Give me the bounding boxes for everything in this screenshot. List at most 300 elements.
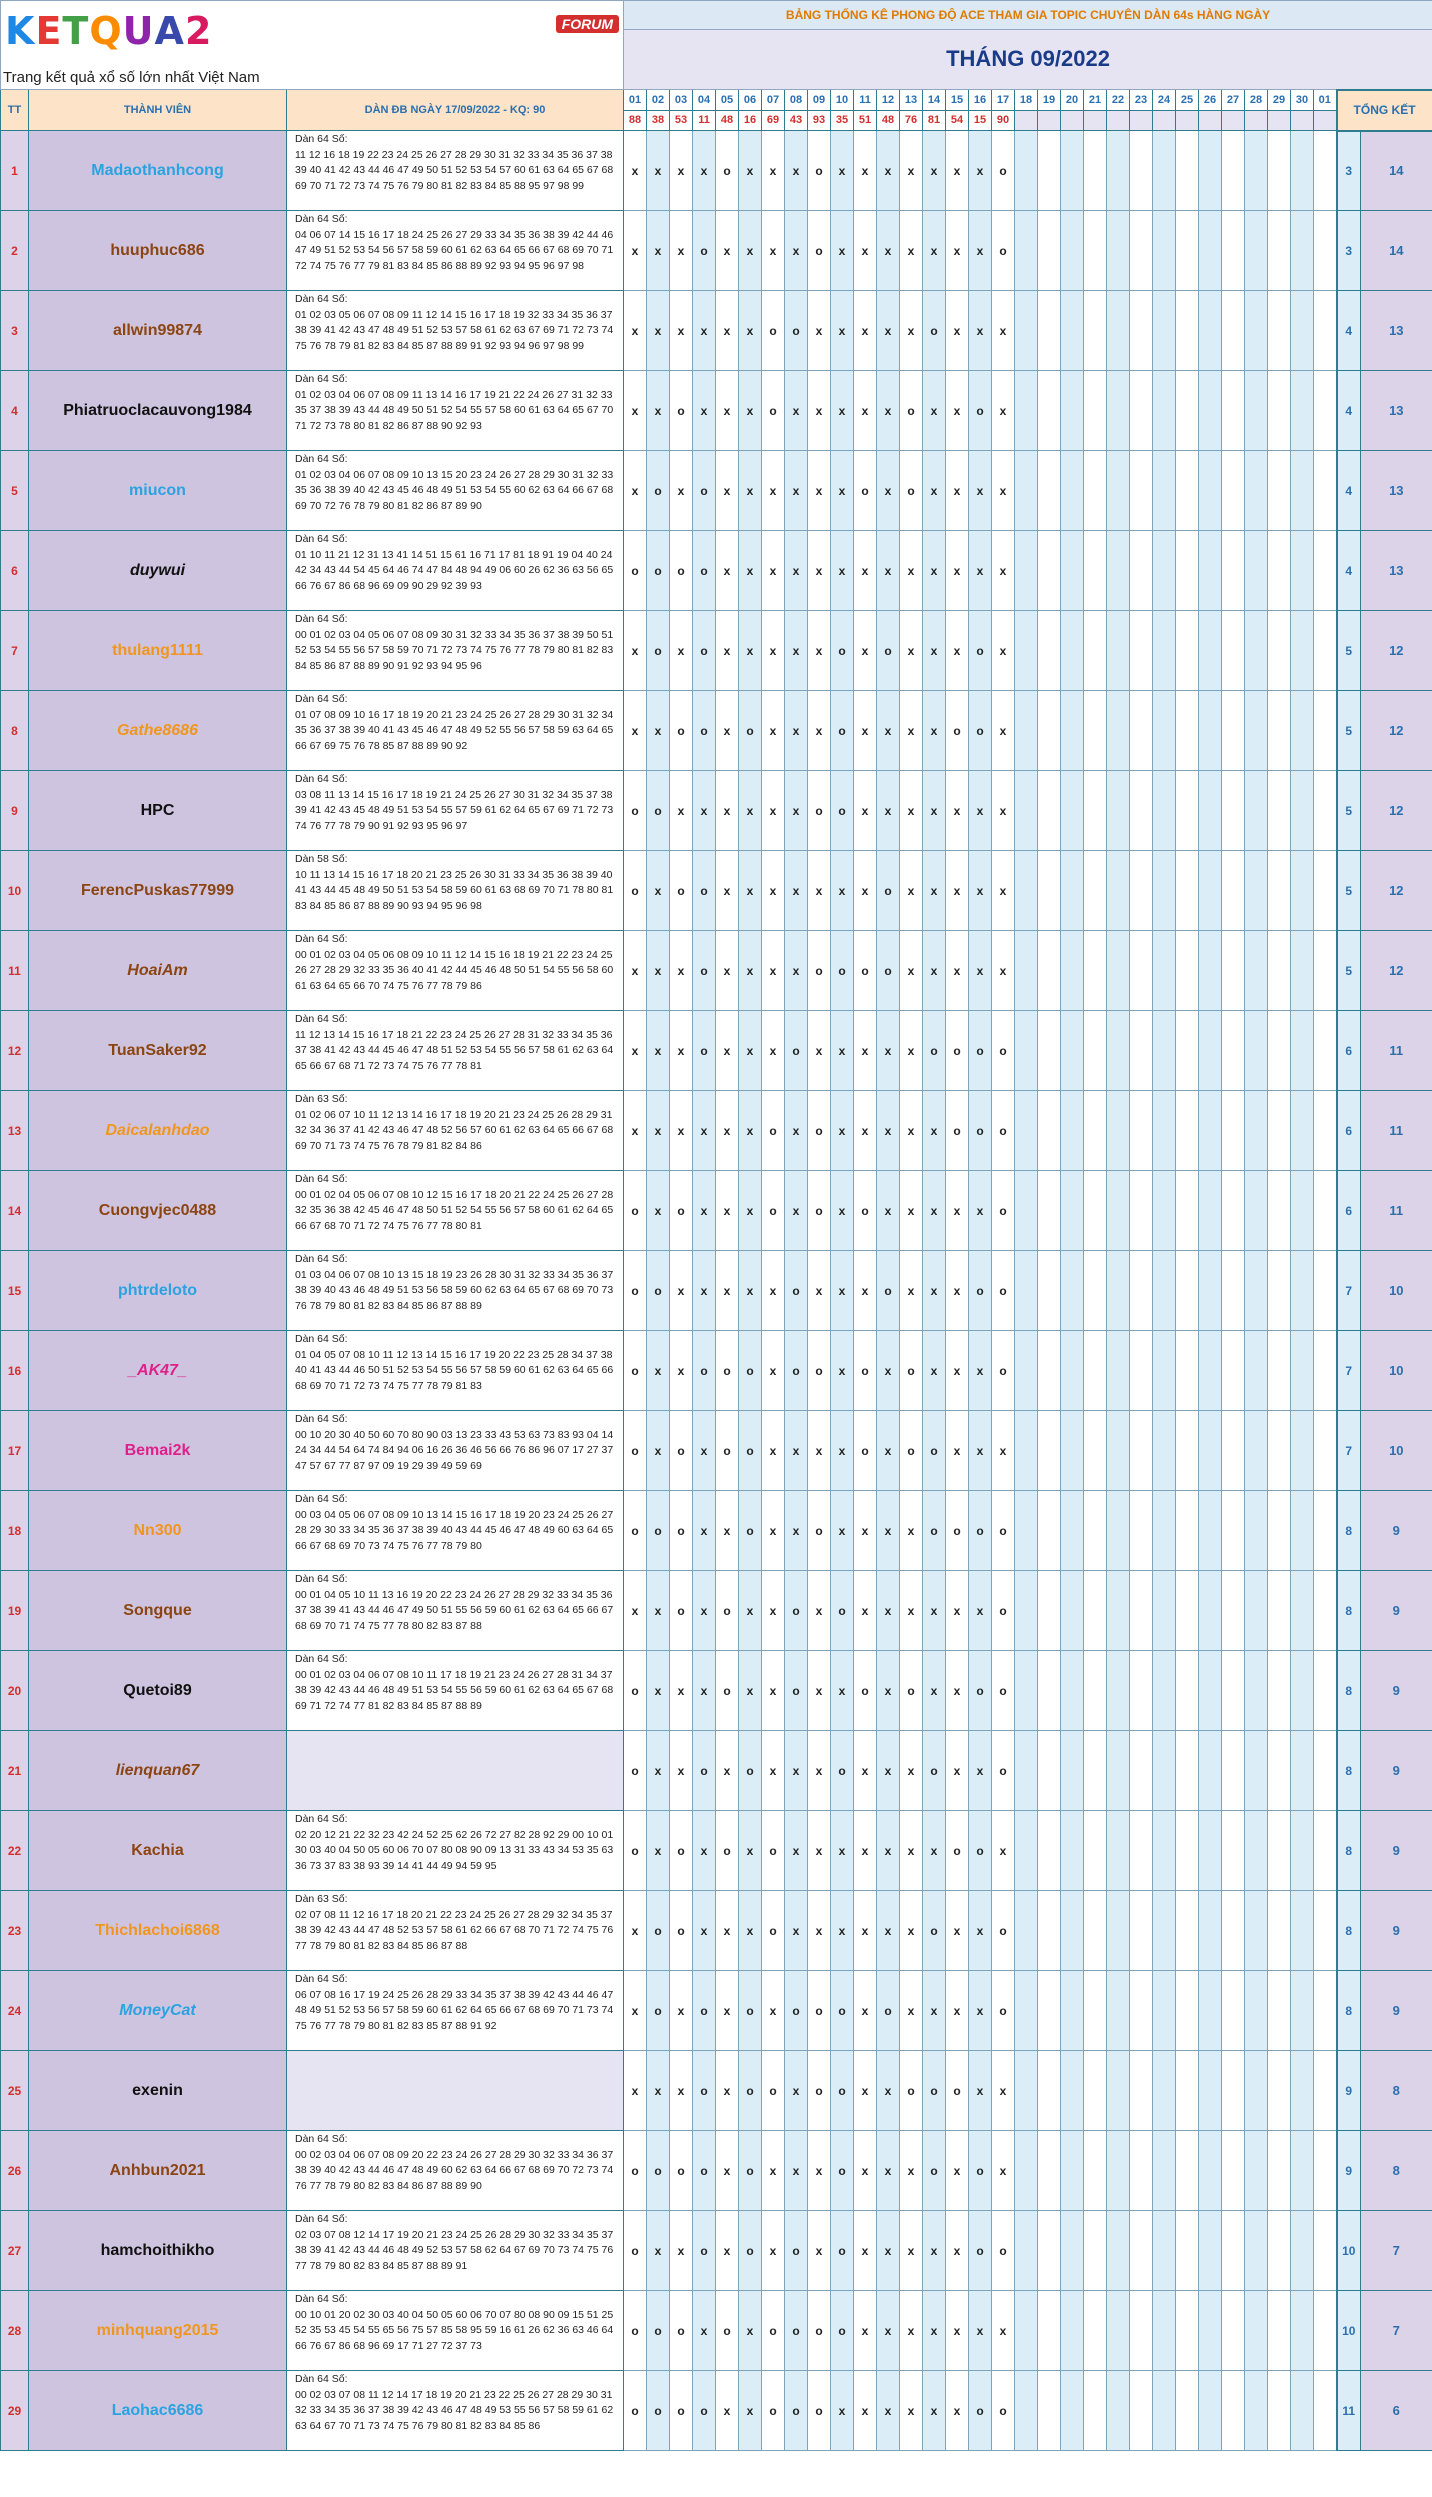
miss-count: 8	[1337, 1891, 1361, 1971]
mark-cell	[1199, 1331, 1222, 1411]
mark-cell	[1291, 531, 1314, 611]
mark-cell	[1176, 371, 1199, 451]
member-name: _AK47_	[29, 1331, 287, 1411]
mark-cell: x	[808, 1731, 831, 1811]
dan-list: 10 11 13 14 15 16 17 18 20 21 23 25 26 30 31 33 34 35 36 38 39 40 41 43 44 45 48 49 50 51 53 54 58 59 60 61 63 68 69 70 71 78 80 81 83 84 85 86 87 88 89 90 93 94 95 96 98	[295, 868, 614, 912]
mark-cell	[1314, 2211, 1337, 2291]
mark-cell: o	[900, 2051, 923, 2131]
mark-cell: x	[900, 1811, 923, 1891]
mark-cell	[1291, 2211, 1314, 2291]
row-number: 21	[1, 1731, 29, 1811]
mark-cell: x	[693, 771, 716, 851]
mark-cell	[1176, 291, 1199, 371]
mark-cell	[1222, 851, 1245, 931]
mark-cell	[1268, 211, 1291, 291]
mark-cell: x	[877, 1811, 900, 1891]
result-cell	[1084, 110, 1107, 131]
mark-cell	[1199, 1971, 1222, 2051]
mark-cell	[1061, 1011, 1084, 1091]
mark-cell: o	[693, 2051, 716, 2131]
mark-cell: o	[831, 1731, 854, 1811]
mark-cell: x	[854, 771, 877, 851]
mark-cell: x	[900, 611, 923, 691]
mark-cell: x	[739, 1011, 762, 1091]
mark-cell: x	[969, 291, 992, 371]
mark-cell: o	[831, 1971, 854, 2051]
mark-cell: x	[716, 1491, 739, 1571]
mark-cell: o	[647, 1491, 670, 1571]
mark-cell	[1222, 2211, 1245, 2291]
result-cell	[1314, 110, 1337, 131]
dan-list: 00 01 04 05 10 11 13 16 19 20 22 23 24 26 27 28 29 32 33 34 35 36 37 38 39 41 43 44 46 47 49 50 51 55 56 59 60 61 62 63 64 65 66 67 68 69 70 71 74 75 77 78 80 82 83 87 88	[295, 1588, 614, 1632]
mark-cell: x	[877, 691, 900, 771]
mark-cell: o	[693, 691, 716, 771]
member-name: Phiatruoclacauvong1984	[29, 371, 287, 451]
mark-cell	[1245, 131, 1268, 211]
dan-list: 03 08 11 13 14 15 16 17 18 19 21 24 25 26 27 30 31 32 34 35 37 38 39 41 42 43 45 48 49 51 53 54 55 57 59 61 62 64 65 67 69 71 72 73 74 76 77 78 79 90 91 92 93 95 96 97	[295, 788, 614, 832]
mark-cell	[1199, 291, 1222, 371]
day-header: 22	[1107, 90, 1130, 111]
result-cell	[1199, 110, 1222, 131]
result-cell: 69	[762, 110, 785, 131]
mark-cell	[1107, 2211, 1130, 2291]
mark-cell	[1130, 1971, 1153, 2051]
dan-title: Dàn 64 Số:	[295, 133, 348, 145]
mark-cell: x	[923, 531, 946, 611]
mark-cell: x	[831, 1011, 854, 1091]
member-name: Songque	[29, 1571, 287, 1651]
mark-cell	[1084, 1571, 1107, 1651]
mark-cell	[1222, 1491, 1245, 1571]
logo-tagline: Trang kết quả xổ số lớn nhất Việt Nam	[3, 69, 260, 86]
dan-numbers	[287, 2051, 624, 2131]
mark-cell: o	[808, 2051, 831, 2131]
mark-cell	[1153, 771, 1176, 851]
mark-cell	[1038, 451, 1061, 531]
mark-cell: x	[900, 691, 923, 771]
header-tt: TT	[1, 90, 29, 131]
member-name: miucon	[29, 451, 287, 531]
mark-cell: x	[762, 1491, 785, 1571]
mark-cell	[1245, 2051, 1268, 2131]
mark-cell	[1015, 1651, 1038, 1731]
mark-cell	[1130, 451, 1153, 531]
mark-cell	[1199, 371, 1222, 451]
mark-cell: x	[716, 771, 739, 851]
mark-cell	[1130, 771, 1153, 851]
mark-cell	[1199, 1011, 1222, 1091]
mark-cell: o	[831, 691, 854, 771]
mark-cell	[1107, 1811, 1130, 1891]
mark-cell: o	[992, 1171, 1015, 1251]
mark-cell	[1291, 1171, 1314, 1251]
mark-cell: x	[992, 2291, 1015, 2371]
mark-cell	[1107, 1091, 1130, 1171]
mark-cell	[1268, 1411, 1291, 1491]
mark-cell: o	[762, 291, 785, 371]
mark-cell	[1107, 131, 1130, 211]
mark-cell	[1245, 1091, 1268, 1171]
mark-cell: o	[992, 1971, 1015, 2051]
mark-cell: o	[808, 1491, 831, 1571]
dan-numbers	[287, 371, 624, 451]
mark-cell: o	[624, 771, 647, 851]
mark-cell: x	[785, 931, 808, 1011]
dan-list: 01 04 05 07 08 10 11 12 13 14 15 16 17 19 20 22 23 25 28 34 37 38 40 41 43 44 46 50 51 52 53 54 55 56 57 58 59 60 61 62 63 64 65 66 68 69 70 71 72 73 74 75 77 78 79 81 83	[295, 1348, 614, 1392]
mark-cell	[1084, 1891, 1107, 1971]
mark-cell	[1268, 531, 1291, 611]
mark-cell	[1061, 1571, 1084, 1651]
mark-cell: x	[946, 291, 969, 371]
day-header: 30	[1291, 90, 1314, 111]
mark-cell	[1222, 291, 1245, 371]
dan-list: 04 06 07 14 15 16 17 18 24 25 26 27 29 33 34 35 36 38 39 42 44 46 47 49 51 52 53 54 56 57 58 59 60 61 62 63 64 65 66 67 68 69 70 71 72 74 75 76 77 79 81 83 84 85 86 88 89 92 93 94 95 96 97 98	[295, 228, 614, 272]
table-row	[1, 1491, 1432, 1571]
row-number: 11	[1, 931, 29, 1011]
mark-cell: x	[923, 611, 946, 691]
mark-cell: x	[900, 1491, 923, 1571]
miss-count: 4	[1337, 531, 1361, 611]
mark-cell	[1015, 2371, 1038, 2451]
row-number: 19	[1, 1571, 29, 1651]
mark-cell: o	[647, 531, 670, 611]
mark-cell: x	[808, 371, 831, 451]
mark-cell	[1061, 1171, 1084, 1251]
mark-cell	[1268, 1171, 1291, 1251]
mark-cell: x	[785, 691, 808, 771]
day-header: 02	[647, 90, 670, 111]
mark-cell	[1107, 2371, 1130, 2451]
miss-count: 7	[1337, 1251, 1361, 1331]
mark-cell: x	[854, 1011, 877, 1091]
mark-cell	[1038, 131, 1061, 211]
member-name: HPC	[29, 771, 287, 851]
mark-cell	[1107, 691, 1130, 771]
mark-cell	[1222, 371, 1245, 451]
mark-cell: o	[900, 1651, 923, 1731]
hit-count: 12	[1361, 771, 1432, 851]
mark-cell: o	[808, 2371, 831, 2451]
hit-count: 12	[1361, 611, 1432, 691]
mark-cell	[1199, 2291, 1222, 2371]
mark-cell: o	[670, 1491, 693, 1571]
mark-cell	[1291, 371, 1314, 451]
mark-cell	[1222, 2051, 1245, 2131]
mark-cell: x	[716, 2211, 739, 2291]
mark-cell	[1061, 291, 1084, 371]
mark-cell	[1291, 1251, 1314, 1331]
mark-cell	[1084, 1171, 1107, 1251]
mark-cell	[1130, 2371, 1153, 2451]
mark-cell: x	[808, 1251, 831, 1331]
hit-count: 6	[1361, 2371, 1432, 2451]
result-cell: 38	[647, 110, 670, 131]
mark-cell: x	[854, 1731, 877, 1811]
mark-cell: o	[693, 2131, 716, 2211]
member-name: duywui	[29, 531, 287, 611]
mark-cell: x	[785, 2051, 808, 2131]
row-number: 20	[1, 1651, 29, 1731]
mark-cell: o	[923, 1891, 946, 1971]
dan-list: 00 02 03 07 08 11 12 14 17 18 19 20 21 23 22 25 26 27 28 29 30 31 32 33 34 35 36 37 38 39 42 43 46 47 48 49 53 55 56 57 58 59 61 62 63 64 67 70 71 73 74 75 76 79 80 81 82 83 84 85 86	[295, 2388, 614, 2432]
mark-cell: x	[992, 851, 1015, 931]
miss-count: 5	[1337, 611, 1361, 691]
mark-cell	[1222, 2371, 1245, 2451]
hit-count: 9	[1361, 1891, 1432, 1971]
table-row	[1, 1731, 1432, 1811]
mark-cell: o	[647, 771, 670, 851]
mark-cell: x	[762, 451, 785, 531]
mark-cell	[1153, 1171, 1176, 1251]
table-row	[1, 2131, 1432, 2211]
dan-title: Dàn 64 Số:	[295, 1333, 348, 1345]
mark-cell: x	[739, 211, 762, 291]
result-cell	[1245, 110, 1268, 131]
mark-cell: x	[946, 851, 969, 931]
mark-cell: o	[992, 2371, 1015, 2451]
mark-cell	[1038, 1171, 1061, 1251]
mark-cell: o	[647, 1251, 670, 1331]
mark-cell	[1153, 1811, 1176, 1891]
mark-cell: o	[923, 1011, 946, 1091]
dan-numbers	[287, 1891, 624, 1971]
mark-cell	[1038, 1091, 1061, 1171]
day-header: 19	[1038, 90, 1061, 111]
mark-cell	[1199, 2131, 1222, 2211]
mark-cell	[1222, 1891, 1245, 1971]
mark-cell: x	[808, 611, 831, 691]
mark-cell: x	[900, 1251, 923, 1331]
day-header: 16	[969, 90, 992, 111]
mark-cell: o	[969, 1091, 992, 1171]
mark-cell	[1314, 771, 1337, 851]
day-header: 01	[1314, 90, 1337, 111]
mark-cell: x	[946, 2371, 969, 2451]
mark-cell	[1199, 2051, 1222, 2131]
mark-cell	[1130, 691, 1153, 771]
mark-cell	[1130, 931, 1153, 1011]
mark-cell: x	[900, 851, 923, 931]
hit-count: 11	[1361, 1011, 1432, 1091]
row-number: 24	[1, 1971, 29, 2051]
mark-cell: x	[808, 1571, 831, 1651]
dan-list: 00 01 02 03 04 05 06 08 09 10 11 12 14 15 16 18 19 21 22 23 24 25 26 27 28 29 32 33 35 36 40 41 42 44 45 46 48 50 51 54 55 56 58 60 61 63 64 65 66 70 74 75 76 77 78 79 86	[295, 948, 614, 992]
table-row	[1, 1091, 1432, 1171]
mark-cell: x	[693, 291, 716, 371]
mark-cell: x	[647, 131, 670, 211]
mark-cell: o	[624, 1491, 647, 1571]
mark-cell: x	[716, 931, 739, 1011]
mark-cell	[1130, 1651, 1153, 1731]
mark-cell: o	[969, 2211, 992, 2291]
mark-cell	[1199, 1891, 1222, 1971]
mark-cell	[1199, 1731, 1222, 1811]
day-header: 07	[762, 90, 785, 111]
mark-cell: o	[854, 1331, 877, 1411]
hit-count: 9	[1361, 1571, 1432, 1651]
mark-cell	[1222, 931, 1245, 1011]
mark-cell	[1107, 1011, 1130, 1091]
mark-cell: x	[624, 691, 647, 771]
hit-count: 9	[1361, 1971, 1432, 2051]
mark-cell	[1268, 1891, 1291, 1971]
hit-count: 9	[1361, 1731, 1432, 1811]
miss-count: 5	[1337, 691, 1361, 771]
mark-cell	[1015, 131, 1038, 211]
mark-cell	[1314, 131, 1337, 211]
logo-letter: A	[154, 9, 185, 53]
mark-cell: x	[624, 1571, 647, 1651]
miss-count: 8	[1337, 1651, 1361, 1731]
mark-cell	[1291, 771, 1314, 851]
mark-cell: o	[693, 211, 716, 291]
day-header: 14	[923, 90, 946, 111]
mark-cell: x	[923, 851, 946, 931]
mark-cell: x	[785, 1731, 808, 1811]
mark-cell: x	[808, 1891, 831, 1971]
mark-cell: x	[785, 2131, 808, 2211]
mark-cell: x	[762, 611, 785, 691]
mark-cell: x	[647, 1811, 670, 1891]
mark-cell: x	[854, 531, 877, 611]
mark-cell: x	[992, 531, 1015, 611]
mark-cell	[1245, 211, 1268, 291]
miss-count: 4	[1337, 291, 1361, 371]
mark-cell: o	[808, 1971, 831, 2051]
mark-cell	[1268, 131, 1291, 211]
mark-cell	[1084, 1491, 1107, 1571]
miss-count: 6	[1337, 1011, 1361, 1091]
mark-cell: x	[854, 1891, 877, 1971]
member-name: Nn300	[29, 1491, 287, 1571]
mark-cell	[1015, 1491, 1038, 1571]
mark-cell: x	[854, 1251, 877, 1331]
mark-cell: o	[831, 2291, 854, 2371]
dan-title: Dàn 64 Số:	[295, 213, 348, 225]
mark-cell: x	[647, 2051, 670, 2131]
mark-cell	[1061, 1891, 1084, 1971]
mark-cell	[1268, 851, 1291, 931]
mark-cell: x	[785, 1091, 808, 1171]
mark-cell	[1245, 2291, 1268, 2371]
mark-cell	[1130, 1731, 1153, 1811]
mark-cell: x	[762, 1971, 785, 2051]
mark-cell	[1222, 611, 1245, 691]
dan-list: 01 02 03 04 06 07 08 09 10 13 15 20 23 24 26 27 28 29 30 31 32 33 35 36 38 39 40 42 43 45 46 48 49 51 53 54 55 60 62 63 64 66 67 68 69 70 72 76 78 79 80 81 82 86 87 89 90	[295, 468, 614, 512]
mark-cell	[1084, 1811, 1107, 1891]
day-header: 12	[877, 90, 900, 111]
mark-cell	[1222, 1731, 1245, 1811]
mark-cell: o	[716, 2291, 739, 2371]
dan-numbers	[287, 2291, 624, 2371]
mark-cell: x	[693, 371, 716, 451]
mark-cell: x	[900, 2131, 923, 2211]
mark-cell	[1084, 1731, 1107, 1811]
result-cell: 88	[624, 110, 647, 131]
mark-cell: x	[762, 1011, 785, 1091]
mark-cell: x	[785, 1171, 808, 1251]
row-number: 12	[1, 1011, 29, 1091]
mark-cell: o	[693, 851, 716, 931]
mark-cell	[1130, 211, 1153, 291]
mark-cell	[1038, 1331, 1061, 1411]
mark-cell: o	[624, 1811, 647, 1891]
member-name: Madaothanhcong	[29, 131, 287, 211]
table-row	[1, 451, 1432, 531]
mark-cell	[1038, 1571, 1061, 1651]
mark-cell	[1199, 531, 1222, 611]
mark-cell	[1222, 1651, 1245, 1731]
mark-cell: x	[831, 1651, 854, 1731]
mark-cell: x	[969, 451, 992, 531]
mark-cell	[1061, 1971, 1084, 2051]
dan-list: 01 07 08 09 10 16 17 18 19 20 21 23 24 25 26 27 28 29 30 31 32 34 35 36 37 38 39 40 41 43 45 46 47 48 49 52 55 56 57 58 59 63 64 65 66 67 69 75 76 78 85 87 88 89 90 92	[295, 708, 614, 752]
mark-cell	[1176, 2051, 1199, 2131]
mark-cell	[1084, 771, 1107, 851]
mark-cell: o	[670, 1171, 693, 1251]
mark-cell: x	[693, 1651, 716, 1731]
member-name: Cuongvjec0488	[29, 1171, 287, 1251]
mark-cell: x	[670, 1251, 693, 1331]
dan-numbers	[287, 1251, 624, 1331]
mark-cell	[1153, 1651, 1176, 1731]
mark-cell: x	[716, 1971, 739, 2051]
mark-cell	[1245, 1491, 1268, 1571]
mark-cell	[1153, 1571, 1176, 1651]
miss-count: 8	[1337, 1971, 1361, 2051]
mark-cell: o	[716, 1571, 739, 1651]
mark-cell: o	[877, 1251, 900, 1331]
mark-cell: x	[923, 2211, 946, 2291]
mark-cell: o	[992, 1251, 1015, 1331]
mark-cell: o	[670, 1811, 693, 1891]
mark-cell	[1015, 371, 1038, 451]
mark-cell: o	[969, 371, 992, 451]
mark-cell: x	[624, 371, 647, 451]
mark-cell: o	[647, 1891, 670, 1971]
mark-cell: x	[923, 131, 946, 211]
mark-cell	[1153, 371, 1176, 451]
mark-cell: x	[762, 1251, 785, 1331]
mark-cell: x	[854, 1571, 877, 1651]
mark-cell: o	[693, 2371, 716, 2451]
mark-cell	[1199, 1811, 1222, 1891]
mark-cell	[1199, 611, 1222, 691]
mark-cell: o	[992, 1891, 1015, 1971]
mark-cell	[1176, 131, 1199, 211]
mark-cell: x	[624, 1011, 647, 1091]
mark-cell: o	[785, 291, 808, 371]
mark-cell: x	[831, 371, 854, 451]
mark-cell	[1038, 931, 1061, 1011]
mark-cell	[1061, 531, 1084, 611]
result-cell: 53	[670, 110, 693, 131]
mark-cell	[1291, 851, 1314, 931]
mark-cell	[1199, 451, 1222, 531]
mark-cell: x	[808, 2131, 831, 2211]
mark-cell: x	[762, 931, 785, 1011]
mark-cell: x	[762, 1571, 785, 1651]
mark-cell: o	[923, 1731, 946, 1811]
dan-title: Dàn 63 Số:	[295, 1893, 348, 1905]
mark-cell: o	[923, 2051, 946, 2131]
mark-cell	[1061, 2131, 1084, 2211]
dan-numbers	[287, 1331, 624, 1411]
dan-numbers	[287, 451, 624, 531]
mark-cell	[1222, 1011, 1245, 1091]
mark-cell	[1061, 851, 1084, 931]
mark-cell	[1176, 1491, 1199, 1571]
